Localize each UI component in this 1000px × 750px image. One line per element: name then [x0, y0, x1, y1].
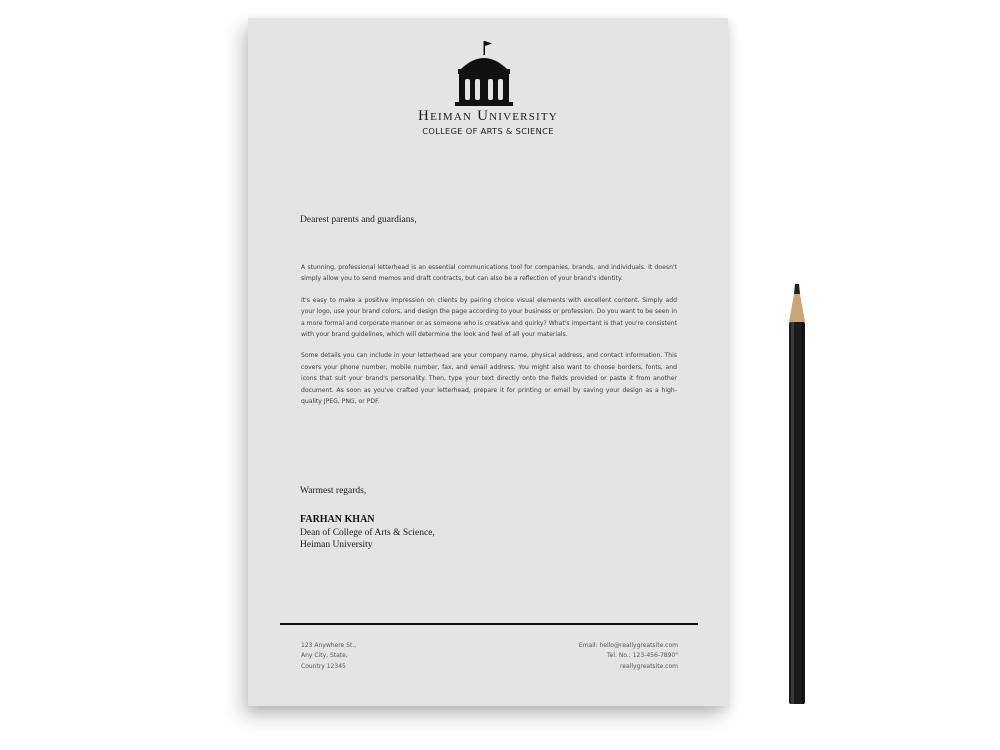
letter-closing: Warmest regards, [300, 486, 367, 496]
college-name: COLLEGE OF ARTS & SCIENCE [422, 126, 554, 136]
signer-organization: Heiman University [300, 540, 373, 550]
address-line: 123 Anywhere St., [301, 642, 357, 649]
letter-paragraph: It's easy to make a positive impression on clients by pairing choice visual elements with excellent content. Simply add your logo, use your brand colors, and design the page according to your business or profession. Do you want to be seen in a more formal and corporate manner or as someone who is creative and quirky? What's important is that you're consistent with your brand guidelines, which will determine the look and feel of all your materials. [301, 296, 677, 339]
university-building-icon [453, 39, 515, 109]
signer-name: FARHAN KHAN [300, 514, 375, 525]
address-line: Any City, State, [301, 652, 348, 660]
letter-body [301, 262, 677, 417]
address-line: Country 12345 [301, 662, 346, 670]
footer-divider [280, 623, 698, 625]
pencil-icon [782, 284, 812, 708]
letter-greeting: Dearest parents and guardians, [300, 215, 417, 225]
letter-paragraph: Some details you can include in your letterhead are your company name, physical address, and contact information. This covers your phone number, mobile number, fax, and email address. You might also want to choose borders, fonts, and icons that suit your brand's personality. Then, type your text directly onto the fields provided or paste it from another document. As soon as you've crafted your letterhead, prepare it for printing or email by saving your design as a high-quality JPEG, PNG, or PDF. [301, 352, 677, 406]
footer-address [301, 641, 356, 672]
footer-contact [579, 641, 678, 672]
contact-email: Email: hello@reallygreatsite.com [578, 642, 678, 649]
university-name: Heiman University [418, 108, 558, 124]
letter-paragraph: A stunning, professional letterhead is an essential communications tool for companies, brands, and individuals. It doesn't simply allow you to send memos and draft contracts, but can also be a reflection of your brand's identity. [301, 264, 677, 283]
letterhead-paper [248, 18, 728, 706]
contact-website: reallygreatsite.com [619, 662, 678, 670]
signer-title: Dean of College of Arts & Science, [300, 528, 435, 538]
contact-phone: Tel. No.: 123-456-7890" [607, 652, 678, 660]
